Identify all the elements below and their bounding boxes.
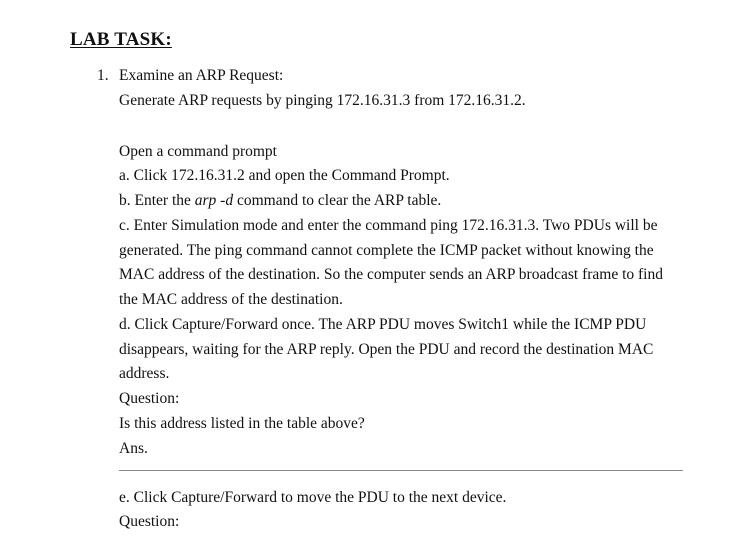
step-b bbox=[119, 192, 441, 210]
step-c-line-1: c. Enter Simulation mode and enter the command ping 172.16.31.3. Two PDUs will be bbox=[119, 217, 658, 234]
step-d-line-2: disappears, waiting for the ARP reply. Open the PDU and record the destination MAC bbox=[119, 341, 654, 358]
task-title: Examine an ARP Request: bbox=[119, 67, 284, 84]
open-prompt-line: Open a command prompt bbox=[119, 143, 277, 160]
task-number: 1. bbox=[97, 67, 109, 84]
step-c-line-4: the MAC address of the destination. bbox=[119, 291, 343, 308]
step-b-after: command to clear the ARP table. bbox=[233, 192, 442, 209]
question-1: Is this address listed in the table above? bbox=[119, 415, 365, 432]
step-b-before: b. Enter the bbox=[119, 192, 195, 209]
question-label-2: Question: bbox=[119, 513, 180, 530]
question-label-1: Question: bbox=[119, 390, 180, 407]
arp-command: arp -d bbox=[194, 192, 234, 209]
answer-divider bbox=[119, 470, 683, 471]
step-d-line-3: address. bbox=[119, 365, 170, 382]
task-intro: Generate ARP requests by pinging 172.16.31.3 from 172.16.31.2. bbox=[119, 92, 526, 109]
lab-task-heading: LAB TASK: bbox=[70, 29, 172, 50]
step-d-line-1: d. Click Capture/Forward once. The ARP PDU moves Switch1 while the ICMP PDU bbox=[119, 316, 647, 333]
answer-label: Ans. bbox=[119, 440, 148, 457]
step-a: a. Click 172.16.31.2 and open the Command Prompt. bbox=[119, 167, 450, 184]
step-e: e. Click Capture/Forward to move the PDU to the next device. bbox=[119, 489, 507, 506]
step-c-line-3: MAC address of the destination. So the computer sends an ARP broadcast frame to find bbox=[119, 266, 663, 283]
step-c-line-2: generated. The ping command cannot complete the ICMP packet without knowing the bbox=[119, 242, 654, 259]
